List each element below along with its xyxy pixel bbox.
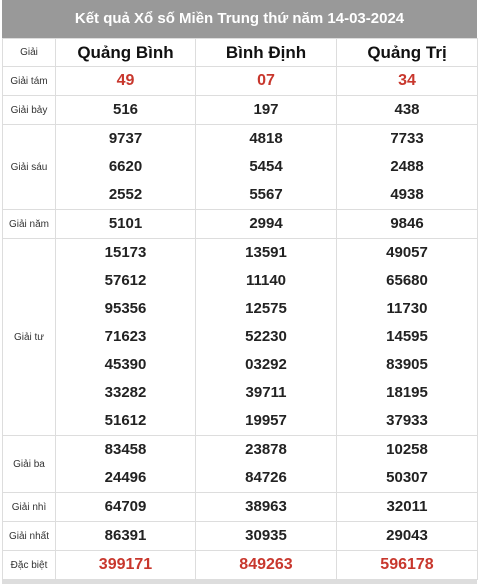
- table-row: [3, 125, 478, 210]
- prize-number[interactable]: 5101: [108, 215, 143, 232]
- page-title: Kết quả Xổ số Miền Trung thứ năm 14-03-2024: [2, 0, 477, 38]
- prize-number[interactable]: 399171: [98, 556, 153, 573]
- prize-number[interactable]: 15173: [104, 244, 147, 261]
- prize-number[interactable]: 38963: [245, 498, 287, 515]
- prize-cell: [196, 493, 337, 522]
- prize-cell: [56, 67, 196, 96]
- prize-number[interactable]: 65680: [386, 272, 428, 289]
- prize-label: Giải năm: [3, 210, 56, 239]
- prize-number[interactable]: 39711: [245, 384, 287, 401]
- table-row: [3, 436, 478, 493]
- bottom-divider: [2, 580, 477, 584]
- prize-cell: [196, 67, 337, 96]
- prize-number[interactable]: 52230: [245, 328, 287, 345]
- prize-number[interactable]: 07: [257, 72, 275, 89]
- prize-label: Giải bảy: [3, 96, 56, 125]
- prize-label: Giải sáu: [3, 125, 56, 210]
- prize-cell: [337, 522, 478, 551]
- prize-number[interactable]: 438: [394, 101, 420, 118]
- prize-cell: [196, 96, 337, 125]
- prize-number[interactable]: 596178: [380, 556, 434, 573]
- prize-cell: [196, 551, 337, 580]
- table-row: [3, 551, 478, 580]
- prize-number[interactable]: 5567: [249, 186, 283, 203]
- prize-label: Giải nhì: [3, 493, 56, 522]
- results-table: [2, 38, 478, 580]
- prize-number[interactable]: 2552: [108, 186, 143, 203]
- prize-cell: [56, 522, 196, 551]
- prize-number[interactable]: 516: [112, 101, 139, 118]
- prize-cell: [196, 125, 337, 210]
- results-container: [2, 0, 477, 584]
- prize-cell: [337, 96, 478, 125]
- prize-cell: [56, 436, 196, 493]
- prize-label: Giải ba: [3, 436, 56, 493]
- prize-cell: [337, 436, 478, 493]
- prize-number[interactable]: 83905: [386, 356, 428, 373]
- prize-cell: [56, 125, 196, 210]
- prize-cell: [196, 436, 337, 493]
- prize-number[interactable]: 37933: [386, 412, 428, 429]
- prize-number[interactable]: 51612: [104, 412, 147, 429]
- prize-cell: [56, 551, 196, 580]
- table-row: [3, 67, 478, 96]
- prize-number[interactable]: 23878: [245, 441, 287, 458]
- table-row: [3, 522, 478, 551]
- prize-number[interactable]: 4818: [249, 130, 283, 147]
- prize-number[interactable]: 6620: [108, 158, 143, 175]
- prize-number[interactable]: 50307: [386, 469, 428, 486]
- prize-number[interactable]: 30935: [245, 527, 287, 544]
- prize-label: Đặc biệt: [3, 551, 56, 580]
- table-header-row: [3, 39, 478, 67]
- prize-number[interactable]: 64709: [104, 498, 147, 515]
- prize-number[interactable]: 84726: [245, 469, 287, 486]
- prize-number[interactable]: 24496: [104, 469, 147, 486]
- prize-number[interactable]: 197: [253, 101, 279, 118]
- prize-label: Giải tư: [3, 239, 56, 436]
- prize-number[interactable]: 49: [116, 72, 135, 89]
- table-row: [3, 239, 478, 436]
- prize-number[interactable]: 11140: [245, 272, 287, 289]
- table-row: [3, 210, 478, 239]
- prize-cell: [337, 551, 478, 580]
- header-province-1[interactable]: Quảng Bình: [56, 39, 196, 67]
- prize-cell: [56, 239, 196, 436]
- header-province-2[interactable]: Bình Định: [196, 39, 337, 67]
- results-body: [3, 67, 478, 580]
- prize-number[interactable]: 11730: [386, 300, 428, 317]
- prize-cell: [56, 210, 196, 239]
- prize-label: Giải nhất: [3, 522, 56, 551]
- prize-number[interactable]: 57612: [104, 272, 147, 289]
- prize-cell: [196, 210, 337, 239]
- prize-cell: [196, 239, 337, 436]
- prize-number[interactable]: 86391: [104, 527, 147, 544]
- prize-number[interactable]: 14595: [386, 328, 428, 345]
- prize-number[interactable]: 7733: [390, 130, 424, 147]
- prize-cell: [337, 493, 478, 522]
- prize-number[interactable]: 13591: [245, 244, 287, 261]
- header-prize-label: Giải: [3, 39, 56, 67]
- prize-cell: [56, 493, 196, 522]
- prize-number[interactable]: 71623: [104, 328, 147, 345]
- table-row: [3, 96, 478, 125]
- prize-number[interactable]: 5454: [249, 158, 283, 175]
- prize-cell: [196, 522, 337, 551]
- prize-number[interactable]: 49057: [386, 244, 428, 261]
- header-province-3[interactable]: Quảng Trị: [337, 39, 478, 67]
- prize-number[interactable]: 849263: [239, 556, 293, 573]
- prize-cell: [56, 96, 196, 125]
- prize-label: Giải tám: [3, 67, 56, 96]
- prize-number[interactable]: 2488: [390, 158, 424, 175]
- prize-number[interactable]: 2994: [249, 215, 283, 232]
- prize-number[interactable]: 83458: [104, 441, 147, 458]
- prize-number[interactable]: 95356: [104, 300, 147, 317]
- prize-number[interactable]: 4938: [390, 186, 424, 203]
- prize-number[interactable]: 18195: [386, 384, 428, 401]
- prize-cell: [337, 67, 478, 96]
- prize-number[interactable]: 03292: [245, 356, 287, 373]
- prize-number[interactable]: 9846: [390, 215, 424, 232]
- prize-cell: [337, 239, 478, 436]
- prize-number[interactable]: 32011: [386, 498, 428, 515]
- prize-number[interactable]: 29043: [386, 527, 428, 544]
- prize-number[interactable]: 9737: [108, 130, 143, 147]
- prize-cell: [337, 125, 478, 210]
- prize-number[interactable]: 10258: [386, 441, 428, 458]
- prize-number[interactable]: 45390: [104, 356, 147, 373]
- prize-number[interactable]: 34: [398, 72, 416, 89]
- prize-number[interactable]: 12575: [245, 300, 287, 317]
- table-row: [3, 493, 478, 522]
- prize-number[interactable]: 19957: [245, 412, 287, 429]
- prize-cell: [337, 210, 478, 239]
- prize-number[interactable]: 33282: [104, 384, 147, 401]
